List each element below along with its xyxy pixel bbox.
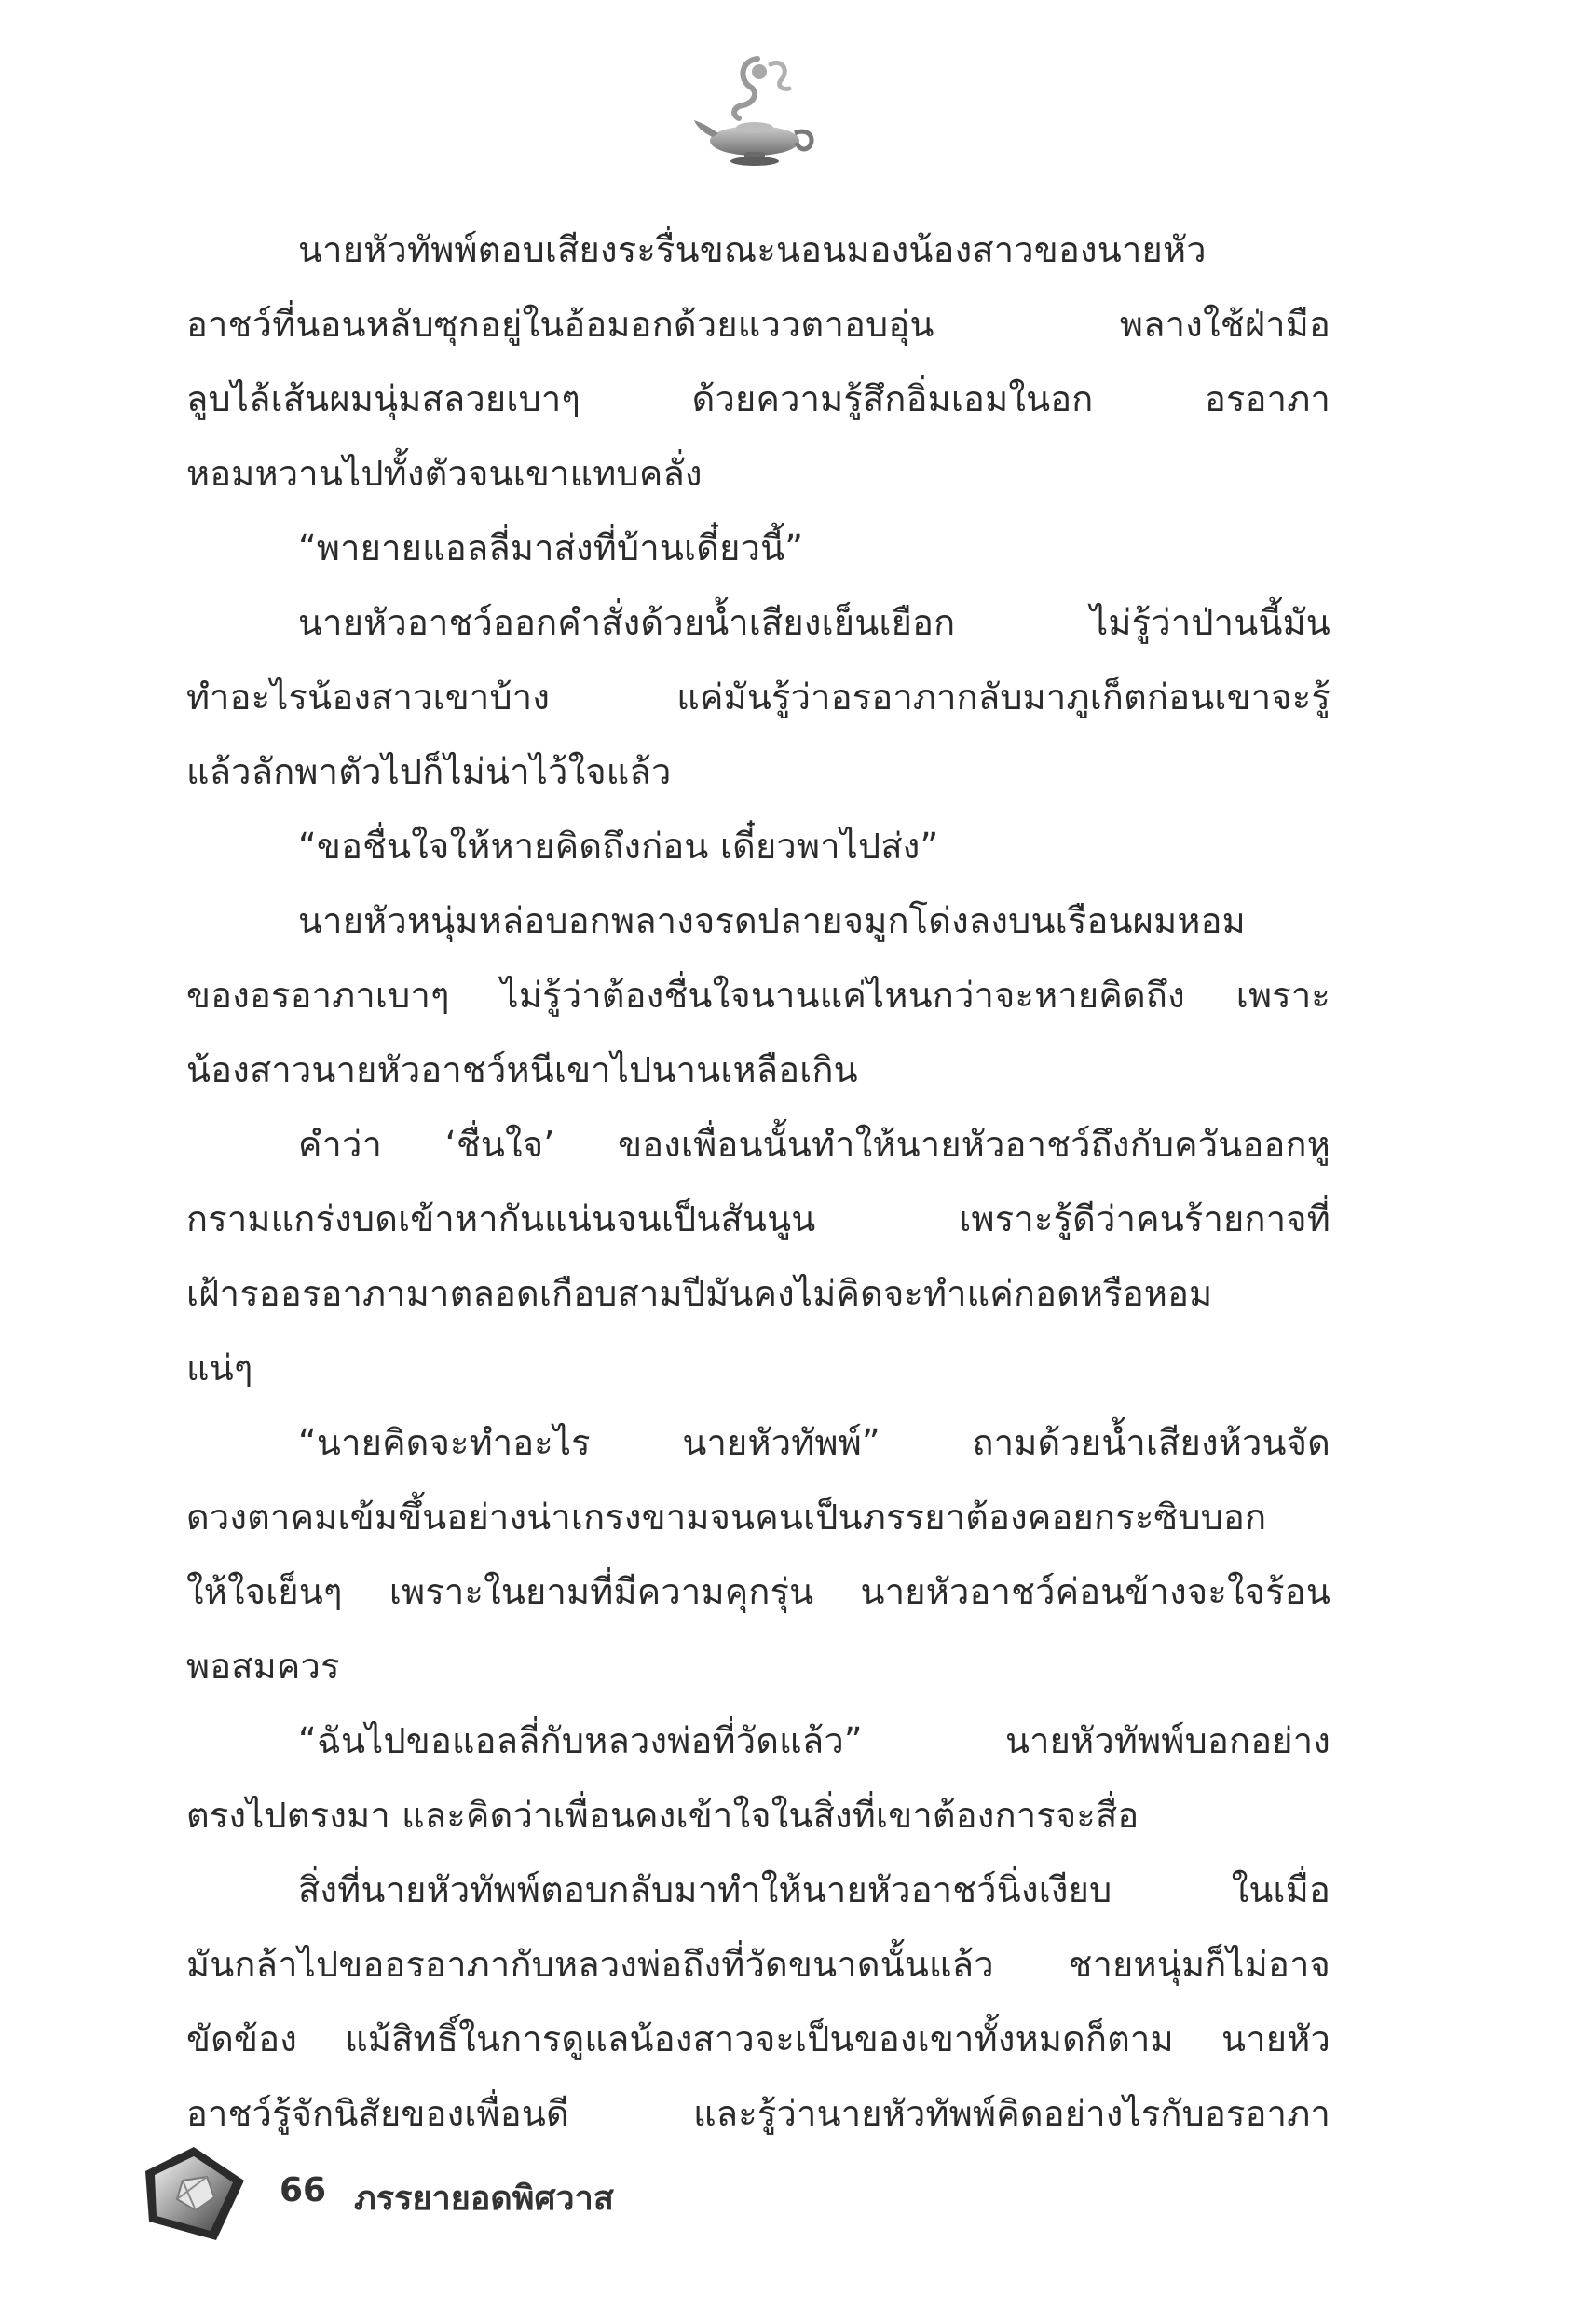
text-line: หอมหวานไปทั้งตัวจนเขาแทบคลั่ง: [186, 453, 703, 494]
page-footer: [140, 2143, 792, 2246]
text-line: คำว่า ‘ชื่นใจ’ ของเพื่อนนั้นทำให้นายหัวอาชว์ถึงกับควันออกหู: [298, 1124, 1330, 1165]
jewel-gem-icon: [140, 2143, 252, 2246]
text-line: อาชว์รู้จักนิสัยของเพื่อนดี และรู้ว่านายหัวทัพพ์คิดอย่างไรกับอรอาภา: [186, 2093, 1330, 2134]
text-line: นายหัวทัพพ์ตอบเสียงระรื่นขณะนอนมองน้องสาวของนายหัว: [298, 229, 1207, 270]
text-line: นายหัวอาชว์ออกคำสั่งด้วยน้ำเสียงเย็นเยือก ไม่รู้ว่าป่านนี้มัน: [298, 602, 1330, 643]
text-line: แน่ๆ: [186, 1347, 253, 1388]
text-line: ดวงตาคมเข้มขึ้นอย่างน่าเกรงขามจนคนเป็นภรรยาต้องคอยกระซิบบอก: [186, 1497, 1267, 1538]
text-line: ตรงไปตรงมา และคิดว่าเพื่อนคงเข้าใจในสิ่งที่เขาต้องการจะสื่อ: [186, 1795, 1139, 1836]
text-line: แล้วลักพาตัวไปก็ไม่น่าไว้ใจแล้ว: [186, 751, 672, 792]
text-line: เฝ้ารออรอาภามาตลอดเกือบสามปีมันคงไม่คิดจะทำแค่กอดหรือหอม: [186, 1273, 1213, 1314]
text-line: พอสมควร: [186, 1646, 340, 1687]
text-line: “นายคิดจะทำอะไร นายหัวทัพพ์” ถามด้วยน้ำเสียงห้วนจัด: [298, 1422, 1330, 1463]
text-line: นายหัวหนุ่มหล่อบอกพลางจรดปลายจมูกโด่งลงบนเรือนผมหอม: [298, 900, 1246, 941]
text-line: ของอรอาภาเบาๆ ไม่รู้ว่าต้องชื่นใจนานแค่ไหนกว่าจะหายคิดถึง เพราะ: [186, 975, 1330, 1016]
text-line: ทำอะไรน้องสาวเขาบ้าง แค่มันรู้ว่าอรอาภากลับมาภูเก็ตก่อนเขาจะรู้: [186, 677, 1330, 718]
text-line: “ขอชื่นใจให้หายคิดถึงก่อน เดี๋ยวพาไปส่ง”: [298, 826, 939, 867]
page-number: 66: [280, 2171, 327, 2209]
text-line: อาชว์ที่นอนหลับซุกอยู่ในอ้อมอกด้วยแววตาอบอุ่น พลางใช้ฝ่ามือ: [186, 304, 1330, 345]
text-line: กรามแกร่งบดเข้าหากันแน่นจนเป็นสันนูน เพราะรู้ดีว่าคนร้ายกาจที่: [186, 1198, 1330, 1239]
text-line: มันกล้าไปขออรอาภากับหลวงพ่อถึงที่วัดขนาดนั้นแล้ว ชายหนุ่มก็ไม่อาจ: [186, 1944, 1330, 1985]
text-line: ให้ใจเย็นๆ เพราะในยามที่มีความคุกรุ่น นายหัวอาชว์ค่อนข้างจะใจร้อน: [186, 1571, 1330, 1612]
text-line: ขัดข้อง แม้สิทธิ์ในการดูแลน้องสาวจะเป็นของเขาทั้งหมดก็ตาม นายหัว: [186, 2018, 1330, 2059]
body-text: [186, 212, 1330, 2151]
text-line: “ฉันไปขอแอลลี่กับหลวงพ่อที่วัดแล้ว” นายหัวทัพพ์บอกอย่าง: [298, 1720, 1330, 1761]
book-title: ภรรยายอดพิศวาส: [354, 2180, 614, 2218]
text-line: สิ่งที่นายหัวทัพพ์ตอบกลับมาทำให้นายหัวอาชว์นิ่งเงียบ ในเมื่อ: [298, 1869, 1330, 1910]
genie-lamp-icon: [685, 51, 825, 172]
text-line: ลูบไล้เส้นผมนุ่มสลวยเบาๆ ด้วยความรู้สึกอิ่มเอมในอก อรอาภา: [186, 378, 1330, 419]
text-line: น้องสาวนายหัวอาชว์หนีเขาไปนานเหลือเกิน: [186, 1049, 858, 1090]
text-line: “พายายแอลลี่มาส่งที่บ้านเดี๋ยวนี้”: [298, 527, 804, 568]
